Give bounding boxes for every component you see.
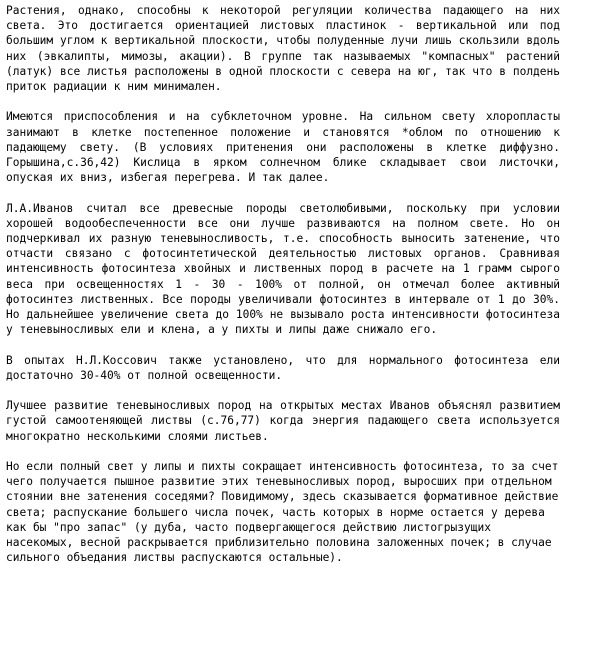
- paragraph-leaf-orientation: Растения, однако, способны к некоторой регуляции количества падающего на них света. Это достигается ориентацией листовых пластинок - вертикальной или под большим углом к вертикальной плоскости, чтобы полуденные лучи лишь скользили вдоль них (эвкалипты, мимозы, акации). В группе так называемых "компасных" растений (латук) все листья расположены в одной плоскости с севера на юг, так что в полдень приток радиации к ним минимален.: [6, 4, 560, 94]
- paragraph-ivanov-shade-tolerance: Л.А.Иванов считал все древесные породы светолюбивыми, поскольку при условии хорошей водообеспеченности все они лучше развиваются на полном свете. Но он подчеркивал их разную теневыносливость, т.е. способность выносить затенение, что отчасти связано с фотосинтетической деятельностью листовых органов. Сравнивая интенсивность фотосинтеза хвойных и лиственных пород в расчете на 1 грамм сырого веса при освещенностях 1 - 30 - 100% от полной, он отмечал более активный фотосинтез лиственных. Все породы увеличивали фотосинтез в интервале от 1 до 30%. Но дальнейшее увеличение света до 100% не вызывало роста интенсивности фотосинтеза у теневыносливых ели и клена, а у пихты и липы даже снижало его.: [6, 201, 560, 337]
- paragraph-formative-light-action: Но если полный свет у липы и пихты сокращает интенсивность фотосинтеза, то за счет чего получается пышное развитие этих теневыносливых пород, выросших при отдельном стоянии вне затенения соседями? Повидимому, здесь сказывается формативное действие света; распускание большего числа почек, часть которых в норме остается у дерева как бы "про запас" (у дуба, часто подвергающегося действию листогрызущих насекомых, весной раскрывается приблизительно половина заложенных почек; в случае сильного объедания листвы распускаются остальные).: [6, 460, 559, 565]
- paragraph-subcellular-adaptation: Имеются приспособления и на субклеточном уровне. На сильном свету хлоропласты занимают в клетке постепенное положение и становятся *облом по отношению к падающему свету. (В условиях притенения они расположены в клетке диффузно. Горышина,с.36,42) Кислица в ярком солнечном блике складывает свои листочки, опуская их вниз, избегая перегрева. И так далее.: [6, 110, 560, 185]
- document-body: [6, 3, 560, 581]
- paragraph-kossovich-experiments: В опытах Н.Л.Коссович также установлено, что для нормального фотосинтеза ели достаточно 30-40% от полной освещенности.: [6, 353, 560, 382]
- paragraph-open-area-development: Лучшее развитие теневыносливых пород на открытых местах Иванов объяснял развитием густой самоотеняющей листвы (с.76,77) когда энергия падающего света используется многократно несколькими слоями листьев.: [6, 399, 560, 443]
